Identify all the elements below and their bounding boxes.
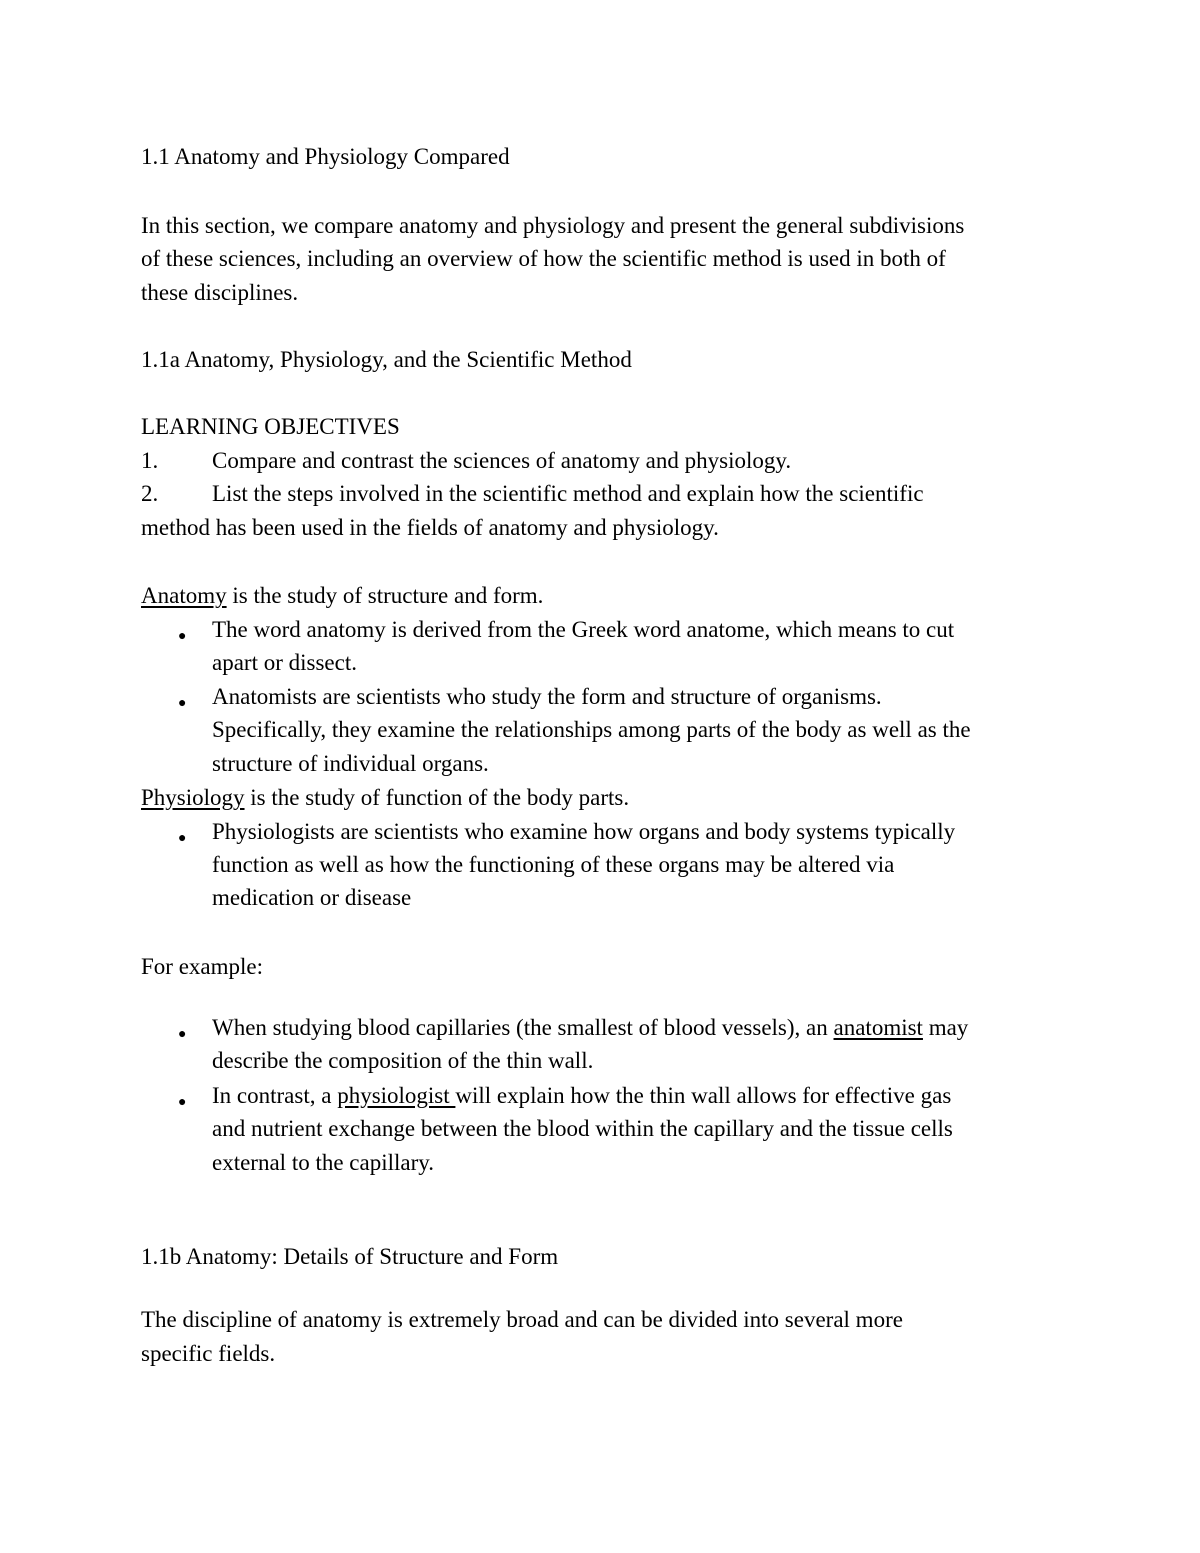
- intro-line-1: In this section, we compare anatomy and physiology and present the general subdivisions: [141, 213, 965, 238]
- anatomy-definition-text: is the study of structure and form.: [226, 583, 544, 608]
- section-1-1b-line-2: specific fields.: [141, 1341, 276, 1366]
- objective-2-line-1: List the steps involved in the scientific method and explain how the scientific: [212, 481, 924, 506]
- example-1-line-2: describe the composition of the thin wall.: [212, 1048, 594, 1073]
- section-heading-1-1b: 1.1b Anatomy: Details of Structure and Form: [141, 1244, 559, 1269]
- bullet-icon: ●: [178, 1027, 187, 1042]
- example-2-line-2: and nutrient exchange between the blood within the capillary and the tissue cells: [212, 1116, 953, 1141]
- example-2-text-after: will explain how the thin wall allows for effective gas: [455, 1083, 952, 1108]
- anatomy-term: Anatomy: [141, 583, 227, 608]
- bullet-icon: ●: [178, 1095, 187, 1110]
- example-1-text-after: may: [922, 1015, 969, 1040]
- objective-1-line-1: Compare and contrast the sciences of anatomy and physiology.: [212, 448, 792, 473]
- anatomy-bullet-2-line-2: Specifically, they examine the relationships among parts of the body as well as the: [212, 717, 971, 742]
- anatomy-definition: [141, 579, 543, 613]
- bullet-icon: ●: [178, 831, 187, 846]
- section-1-1b-line-1: The discipline of anatomy is extremely broad and can be divided into several more: [141, 1307, 903, 1332]
- physiology-term: Physiology: [141, 785, 245, 810]
- objective-number-1: 1.: [141, 448, 159, 473]
- intro-line-2: of these sciences, including an overview of how the scientific method is used in both of: [141, 246, 946, 271]
- physiology-definition-text: is the study of function of the body parts.: [244, 785, 630, 810]
- anatomy-bullet-1-line-2: apart or dissect.: [212, 650, 357, 675]
- physiologist-term: physiologist: [337, 1083, 456, 1108]
- example-2-line-3: external to the capillary.: [212, 1150, 435, 1175]
- anatomy-bullet-1-line-1: The word anatomy is derived from the Greek word anatome, which means to cut: [212, 617, 955, 642]
- objective-2-line-2: method has been used in the fields of anatomy and physiology.: [141, 515, 719, 540]
- physiology-definition: [141, 781, 629, 815]
- physiology-bullet-1-line-3: medication or disease: [212, 885, 412, 910]
- learning-objectives-label: LEARNING OBJECTIVES: [141, 414, 400, 439]
- section-heading-1-1: 1.1 Anatomy and Physiology Compared: [141, 144, 510, 169]
- bullet-icon: ●: [178, 629, 187, 644]
- example-2-text-before: In contrast, a: [212, 1083, 338, 1108]
- anatomy-bullet-2-line-1: Anatomists are scientists who study the form and structure of organisms.: [212, 684, 882, 709]
- example-1-line-1: [212, 1011, 968, 1045]
- example-2-line-1: [212, 1079, 951, 1113]
- physiology-bullet-1-line-2: function as well as how the functioning of these organs may be altered via: [212, 852, 895, 877]
- intro-line-3: these disciplines.: [141, 280, 299, 305]
- bullet-icon: ●: [178, 696, 187, 711]
- anatomy-bullet-2-line-3: structure of individual organs.: [212, 751, 489, 776]
- physiology-bullet-1-line-1: Physiologists are scientists who examine how organs and body systems typically: [212, 819, 956, 844]
- anatomist-term: anatomist: [833, 1015, 923, 1040]
- example-label: For example:: [141, 954, 263, 979]
- section-heading-1-1a: 1.1a Anatomy, Physiology, and the Scientific Method: [141, 347, 632, 372]
- example-1-text-before: When studying blood capillaries (the smallest of blood vessels), an: [212, 1015, 834, 1040]
- objective-number-2: 2.: [141, 481, 159, 506]
